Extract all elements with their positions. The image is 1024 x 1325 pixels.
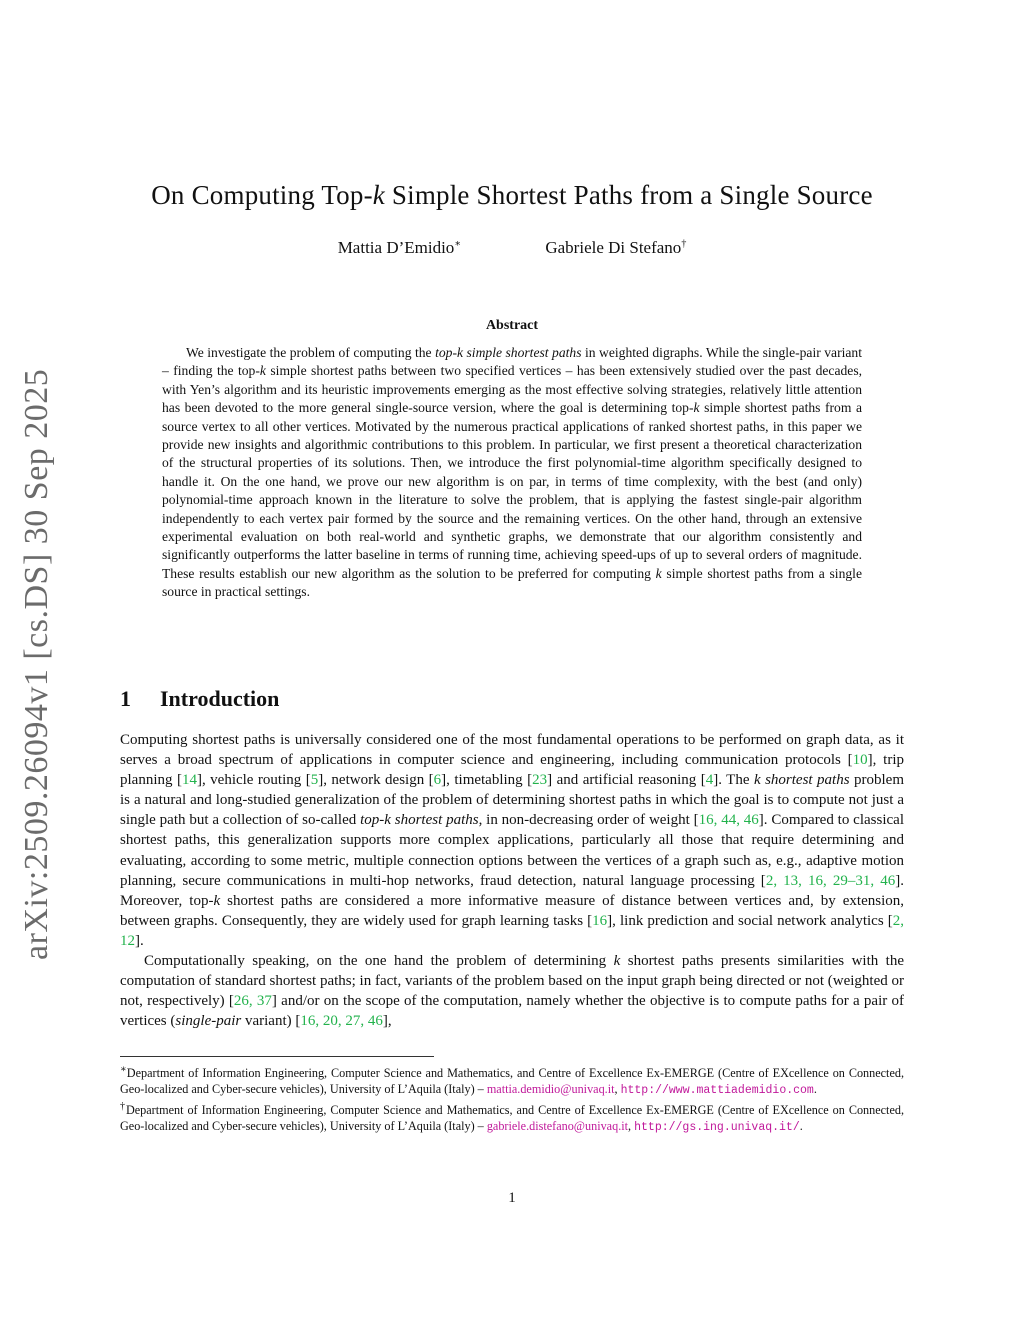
intro-body bbox=[120, 730, 904, 1031]
footnote-2-mark: † bbox=[120, 1101, 126, 1113]
citation-link[interactable]: 4 bbox=[705, 772, 714, 789]
title-k: k bbox=[372, 180, 385, 210]
abstract-body bbox=[162, 344, 862, 602]
author-2-mark[interactable]: † bbox=[681, 238, 687, 250]
intro-paragraph-1: Computing shortest paths is universally considered one of the most fundamental operations to be performed on graph data, as it serves a broad spectrum of applications in computer science and engineering, including communication protocols [10], trip planning [14], vehicle routing [5], network design [6], timetabling [23] and artificial reasoning [4]. The k shortest paths problem is a natural and long-studied generalization of the problem of determining shortest paths in which the goal is to compute not just a single path but a collection of so-called top-k shortest paths, in non-decreasing order of weight [16, 44, 46]. Compared to classical shortest paths, this generalization supports more complex applications, particularly all those that require determining and evaluating, according to some metric, multiple connection options between the vertices of a graph such as, e.g., adaptive motion planning, secure communications in multi-hop networks, fraud detection, natural language processing [2, 13, 16, 29–31, 46]. Moreover, top-k shortest paths are considered a more informative measure of distance between vertices and, by extension, between graphs. Consequently, they are widely used for graph learning tasks [16], link prediction and social network analytics [2, 12]. bbox=[120, 732, 905, 949]
abstract-em: k bbox=[655, 565, 662, 581]
abstract-em: k bbox=[693, 400, 700, 416]
footnote-2: †Department of Information Engineering, Computer Science and Mathematics, and Centre of Excellence Ex-EMERGE (Centre of EXcellence on Connected, Geo-localized and Cyber-secure vehicles), University of L’Aquila (Italy) – gabriele.distefano@univaq.it, http://gs.ing.univaq.it/. bbox=[120, 1101, 904, 1135]
citation-link[interactable]: 2, 13, 16, 29–31, 46 bbox=[765, 872, 896, 889]
footnote-2-text: Department of Information Engineering, Computer Science and Mathematics, and Centre of Excellence Ex-EMERGE (Centre of EXcellence on Connected, Geo-localized and Cyber-secure vehicles), University of L’Aquila (Italy) – bbox=[120, 1103, 904, 1134]
paper-title bbox=[100, 180, 924, 211]
homepage-link[interactable]: http://www.mattiademidio.com bbox=[620, 1084, 814, 1098]
homepage-link[interactable]: http://gs.ing.univaq.it/ bbox=[634, 1121, 800, 1135]
abstract-text: simple shortest paths between two specified vertices – has been extensively studied over the past decades, with Yen’s algorithm and its heuristic improvements emerging as the most effective solving strategies, relatively little attention has been devoted to the more general single-source version, where the goal is determining top- bbox=[162, 363, 863, 416]
citation-link[interactable]: 6 bbox=[433, 772, 442, 789]
citation-link[interactable]: 16 bbox=[592, 912, 608, 929]
arxiv-stamp: arXiv:2509.26094v1 [cs.DS] 30 Sep 2025 bbox=[18, 368, 55, 960]
section-number: 1 bbox=[120, 686, 131, 711]
abstract-em: top-k simple shortest paths bbox=[435, 345, 582, 360]
intro-paragraph-2: Computationally speaking, on the one hand the problem of determining k shortest paths presents similarities with the computation of standard shortest paths; in fact, variants of the problem based on the input graph being directed or not (weighted or not, respectively) [26, 37] and/or on the scope of the computation, namely whether the objective is to compute paths for a pair of vertices (single-pair variant) [16, 20, 27, 46], bbox=[120, 953, 905, 1030]
author-2-name: Gabriele Di Stefano bbox=[545, 238, 682, 257]
citation-link[interactable]: 26, 37 bbox=[233, 993, 272, 1010]
title-post: Simple Shortest Paths from a Single Source bbox=[384, 180, 873, 210]
citation-link[interactable]: 14 bbox=[181, 772, 197, 789]
abstract-text: We investigate the problem of computing the bbox=[186, 345, 436, 360]
section-heading bbox=[120, 686, 904, 712]
author-1-mark[interactable]: ∗ bbox=[454, 238, 462, 250]
author-1-name: Mattia D’Emidio bbox=[337, 238, 455, 257]
author-list bbox=[100, 238, 924, 258]
page-number: 1 bbox=[508, 1190, 516, 1206]
citation-link[interactable]: 16, 20, 27, 46 bbox=[300, 1013, 383, 1030]
abstract-em: k bbox=[259, 363, 266, 379]
section-title: Introduction bbox=[160, 686, 280, 711]
citation-link[interactable]: 10 bbox=[852, 752, 868, 769]
abstract-heading: Abstract bbox=[485, 318, 539, 333]
citation-link[interactable]: 23 bbox=[532, 772, 548, 789]
footnote-rule bbox=[120, 1056, 434, 1057]
citation-link[interactable]: 5 bbox=[310, 772, 319, 789]
abstract-text: simple shortest paths from a single source in practical settings. bbox=[162, 565, 862, 600]
footnote-1-text: Department of Information Engineering, Computer Science and Mathematics, and Centre of Excellence Ex-EMERGE (Centre of EXcellence on Connected, Geo-localized and Cyber-secure vehicles), University of L’Aquila (Italy) – bbox=[120, 1066, 904, 1097]
email-link[interactable]: mattia.demidio@univaq.it bbox=[486, 1082, 615, 1097]
footnote-1: ∗Department of Information Engineering, Computer Science and Mathematics, and Centre of Excellence Ex-EMERGE (Centre of EXcellence on Connected, Geo-localized and Cyber-secure vehicles), University of L’Aquila (Italy) – mattia.demidio@univaq.it, http://www.mattiademidio.com. bbox=[120, 1064, 904, 1098]
author-1 bbox=[338, 238, 461, 258]
abstract-text: simple shortest paths from a source vertex to all other vertices. Motivated by the numerous practical applications of ranked shortest paths, in this paper we provide new insights and algorithmic contributions to this problem. In particular, we first present a theoretical characterization of the structural properties of its solutions. Then, we introduce the first polynomial-time algorithm specifically designed to handle it. On the one hand, we prove our new algorithm is on par, in terms of time complexity, with the best (and only) polynomial-time approach known in the literature to solve the problem, that is applying the fastest single-pair algorithm independently to each vertex pair formed by the source and the remaining vertices. On the other hand, through an extensive experimental evaluation on both real-world and synthetic graphs, we demonstrate that our algorithm consistently and significantly outperforms the latter baseline in terms of running time, achieving speed-ups of up to several orders of magnitude. These results establish our new algorithm as the solution to be preferred for computing bbox=[162, 400, 863, 581]
footnote-1-mark: ∗ bbox=[120, 1064, 127, 1075]
citation-link[interactable]: 2, 12 bbox=[120, 912, 904, 949]
author-2 bbox=[545, 238, 686, 258]
citation-link[interactable]: 16, 44, 46 bbox=[698, 812, 759, 829]
abstract-text: in weighted digraphs. While the single-pair variant – finding the top- bbox=[162, 345, 862, 379]
email-link[interactable]: gabriele.distefano@univaq.it bbox=[486, 1119, 629, 1134]
footnotes bbox=[120, 1062, 904, 1136]
title-pre: On Computing Top- bbox=[151, 180, 373, 210]
